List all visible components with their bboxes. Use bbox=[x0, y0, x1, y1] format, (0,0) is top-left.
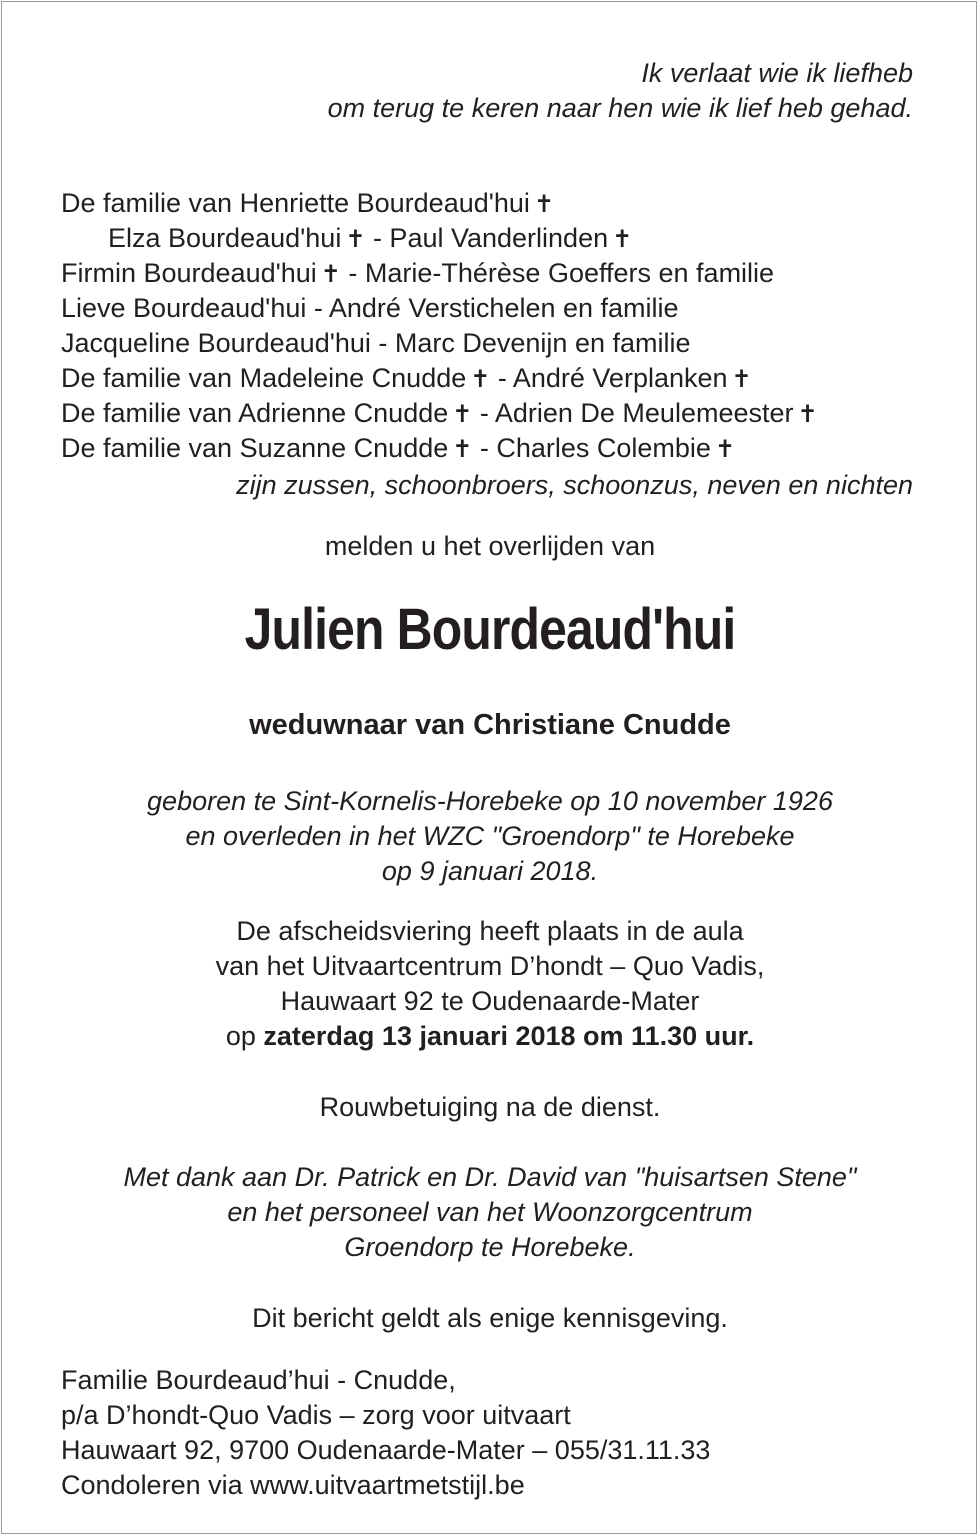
thanks-line-1: Met dank aan Dr. Patrick en Dr. David van "huisartsen Stene" bbox=[123, 1162, 857, 1192]
cross-icon: ✝ bbox=[345, 226, 366, 253]
contact-line-1: Familie Bourdeaud’hui - Cnudde, bbox=[61, 1365, 456, 1395]
obituary-card bbox=[1, 1, 977, 1534]
ceremony-line-2: van het Uitvaartcentrum D’hondt – Quo Vadis, bbox=[215, 951, 765, 981]
family-line-8 bbox=[61, 431, 735, 467]
ceremony-line-1: De afscheidsviering heeft plaats in de aula bbox=[236, 916, 744, 946]
family-line-4: Lieve Bourdeaud'hui - André Verstichelen en familie bbox=[61, 293, 679, 323]
family-line-1 bbox=[61, 186, 554, 222]
motto-line-2: om terug te keren naar hen wie ik lief heb gehad. bbox=[327, 93, 913, 123]
cross-icon: ✝ bbox=[797, 401, 818, 428]
cross-icon: ✝ bbox=[452, 436, 473, 463]
family-text: - Adrien De Meulemeester bbox=[472, 398, 794, 428]
family-text: - Paul Vanderlinden bbox=[365, 223, 609, 253]
family-line-7 bbox=[61, 396, 818, 432]
contact-line-4: Condoleren via www.uitvaartmetstijl.be bbox=[61, 1470, 525, 1500]
family-line-5: Jacqueline Bourdeaud'hui - Marc Devenijn en familie bbox=[61, 328, 691, 358]
family-line-3 bbox=[61, 256, 774, 292]
family-text: - Charles Colembie bbox=[472, 433, 711, 463]
family-text: De familie van Adrienne Cnudde bbox=[61, 398, 449, 428]
thanks-line-2: en het personeel van het Woonzorgcentrum bbox=[227, 1197, 753, 1227]
cross-icon: ✝ bbox=[452, 401, 473, 428]
death-date-line: op 9 januari 2018. bbox=[381, 856, 599, 886]
death-line: en overleden in het WZC "Groendorp" te Horebeke bbox=[185, 821, 795, 851]
cross-icon: ✝ bbox=[533, 191, 555, 218]
cross-icon: ✝ bbox=[470, 366, 491, 393]
family-text: Elza Bourdeaud'hui bbox=[108, 223, 342, 253]
family-text: De familie van Madeleine Cnudde bbox=[61, 363, 467, 393]
family-line-2 bbox=[108, 221, 632, 257]
cross-icon: ✝ bbox=[731, 366, 752, 393]
birth-line: geboren te Sint-Kornelis-Horebeke op 10 november 1926 bbox=[147, 786, 833, 816]
cross-icon: ✝ bbox=[612, 226, 633, 253]
family-text: De familie van Suzanne Cnudde bbox=[61, 433, 449, 463]
family-text: - Marie-Thérèse Goeffers en familie bbox=[340, 258, 775, 288]
ceremony-prefix: op bbox=[225, 1021, 264, 1051]
family-line-6 bbox=[61, 361, 752, 397]
notice-line: Dit bericht geldt als enige kennisgeving. bbox=[252, 1303, 728, 1333]
condolence-line: Rouwbetuiging na de dienst. bbox=[319, 1092, 661, 1122]
contact-line-3: Hauwaart 92, 9700 Oudenaarde-Mater – 055/31.11.33 bbox=[61, 1435, 711, 1465]
family-text: De familie van Henriette Bourdeaud'hui bbox=[61, 188, 530, 218]
thanks-line-3: Groendorp te Horebeke. bbox=[344, 1232, 636, 1262]
family-text: - André Verplanken bbox=[490, 363, 728, 393]
motto-line-1: Ik verlaat wie ik liefheb bbox=[641, 58, 913, 88]
ceremony-line-3: Hauwaart 92 te Oudenaarde-Mater bbox=[280, 986, 700, 1016]
spouse-line: weduwnaar van Christiane Cnudde bbox=[249, 709, 731, 741]
cross-icon: ✝ bbox=[714, 436, 736, 463]
ceremony-datetime: zaterdag 13 januari 2018 om 11.30 uur. bbox=[263, 1021, 755, 1051]
announcement: melden u het overlijden van bbox=[324, 531, 656, 561]
family-text: Firmin Bourdeaud'hui bbox=[61, 258, 317, 288]
deceased-name: Julien Bourdeaud'hui bbox=[244, 597, 736, 662]
cross-icon: ✝ bbox=[320, 261, 341, 288]
contact-line-2: p/a D’hondt-Quo Vadis – zorg voor uitvaart bbox=[61, 1400, 571, 1430]
family-relation: zijn zussen, schoonbroers, schoonzus, neven en nichten bbox=[236, 470, 913, 500]
ceremony-line-4 bbox=[2, 1019, 978, 1053]
